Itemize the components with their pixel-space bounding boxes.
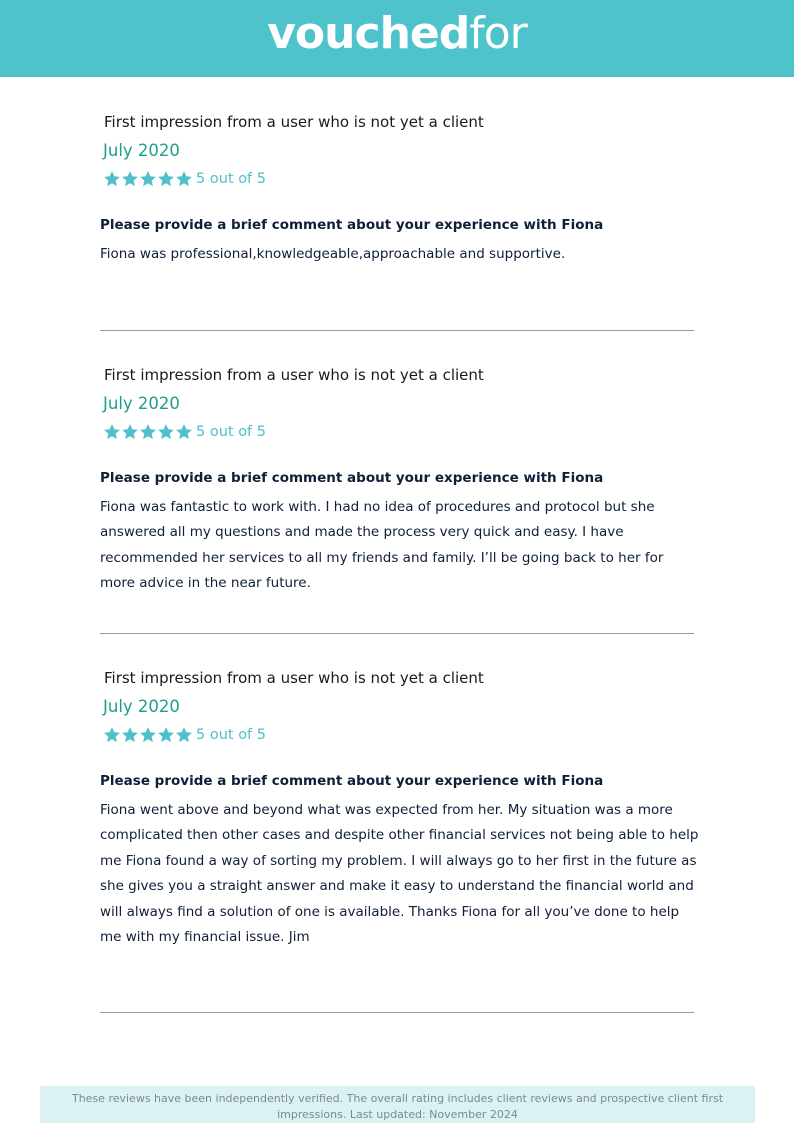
review-answer: Fiona was professional,knowledgeable,approachable and supportive. — [100, 246, 566, 262]
review-answer: Fiona was fantastic to work with. I had no idea of procedures and protocol but she answered all my questions and made the process very quick and easy. I have recommended her services to all my friends and family. I’ll be going back to her for more advice in the near future. — [100, 499, 664, 592]
star-icon — [175, 423, 193, 441]
review-date: July 2020 — [103, 141, 180, 160]
review-rating — [103, 421, 266, 443]
rating-score-text: 5 out of 5 — [196, 171, 267, 187]
review-date: July 2020 — [103, 697, 180, 716]
review-divider — [100, 633, 694, 634]
review-divider — [100, 330, 694, 331]
star-icon — [175, 726, 193, 744]
star-icon — [139, 423, 157, 441]
rating-score-text: 5 out of 5 — [196, 727, 267, 743]
footer-text: These reviews have been independently verified. The overall rating includes client reviews and prospective client first impressions. Last updated: November 2024 — [71, 1092, 724, 1121]
star-rating — [103, 726, 193, 744]
star-icon — [139, 170, 157, 188]
star-icon — [103, 423, 121, 441]
star-icon — [139, 726, 157, 744]
star-icon — [121, 423, 139, 441]
review-type: First impression from a user who is not yet a client — [104, 366, 484, 384]
star-icon — [157, 423, 175, 441]
logo-text-bold: vouched — [267, 8, 470, 59]
star-icon — [121, 726, 139, 744]
review-answer: Fiona went above and beyond what was expected from her. My situation was a more complicated then other cases and despite other financial services not being able to help me Fiona found a way of sorting my problem. I will always go to her first in the future as she gives you a straight answer and make it easy to understand the financial world and will always find a solution of one is available. Thanks Fiona for all you’ve done to help me with my financial issue. Jim — [100, 802, 699, 946]
review-question: Please provide a brief comment about your experience with Fiona — [100, 217, 604, 233]
star-rating — [103, 170, 193, 188]
star-icon — [121, 170, 139, 188]
star-icon — [103, 726, 121, 744]
verification-footer — [40, 1086, 755, 1123]
review-rating — [103, 724, 266, 746]
star-icon — [175, 170, 193, 188]
vouchedfor-logo[interactable] — [0, 8, 794, 60]
review-question: Please provide a brief comment about your experience with Fiona — [100, 773, 604, 789]
review-type: First impression from a user who is not yet a client — [104, 669, 484, 687]
review-date: July 2020 — [103, 394, 180, 413]
star-rating — [103, 423, 193, 441]
star-icon — [103, 170, 121, 188]
review-question: Please provide a brief comment about your experience with Fiona — [100, 470, 604, 486]
review-type: First impression from a user who is not yet a client — [104, 113, 484, 131]
header-bar — [0, 0, 794, 77]
logo-text-light: for — [469, 8, 527, 59]
review-rating — [103, 168, 266, 190]
rating-score-text: 5 out of 5 — [196, 424, 267, 440]
star-icon — [157, 170, 175, 188]
star-icon — [157, 726, 175, 744]
review-divider — [100, 1012, 694, 1013]
